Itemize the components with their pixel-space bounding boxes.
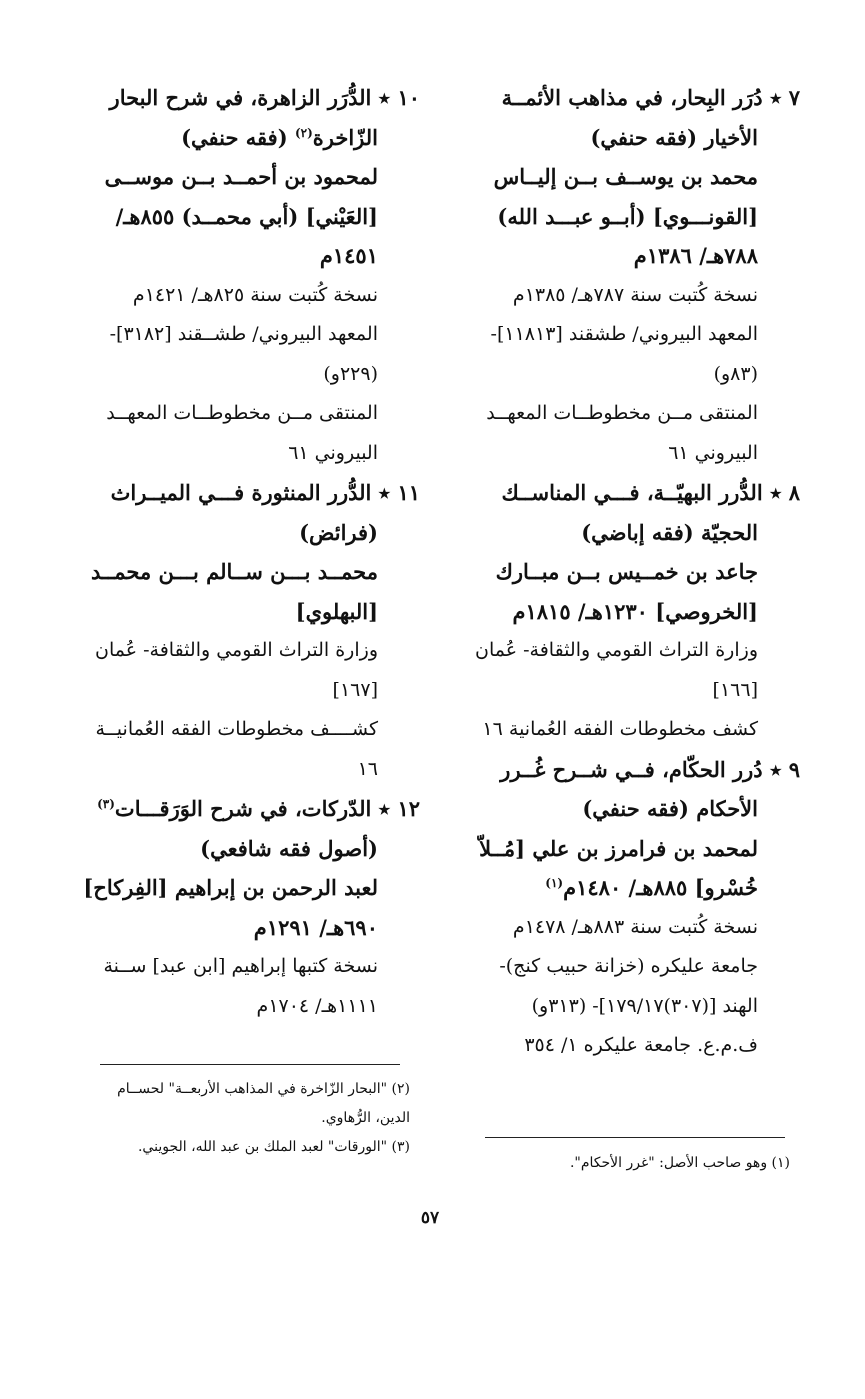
right-column-line	[455, 592, 800, 632]
right-column-line	[455, 750, 800, 790]
line-text: المنتقى مــن مخطوطــات المعهــد	[106, 402, 378, 424]
line-text: ١٦	[357, 757, 378, 780]
left-column-line	[70, 631, 420, 671]
right-column-line	[455, 908, 800, 948]
line-text: البيروني ٦١	[288, 441, 378, 464]
page-number: ٥٧	[420, 1208, 440, 1228]
footnotes-left	[90, 1075, 410, 1162]
line-text: ٧٨٨هـ/ ١٣٨٦م	[633, 243, 758, 268]
right-column-line	[455, 987, 800, 1027]
line-text: ٩ ٭ دُرر الحكّام، فــي شــرح غُــرر	[500, 756, 800, 782]
left-column-line	[70, 829, 420, 869]
line-text: الأخيار (فقه حنفي)	[590, 124, 758, 150]
line-text: ١١١١هـ/ ١٧٠٤م	[256, 994, 378, 1017]
left-column-line	[70, 552, 420, 592]
footnote-marker: (١)	[545, 876, 564, 890]
line-text: جاعد بن خمــيس بــن مبــارك	[495, 559, 758, 584]
right-column-line	[455, 513, 800, 553]
footnote-2-line-1: (٢) "البحار الزّاخرة في المذاهب الأربعــة" لحســام	[117, 1081, 410, 1097]
right-column-line	[455, 868, 800, 908]
footnote-2-line-2: الدين، الرُّهاوي.	[321, 1110, 410, 1126]
line-text: نسخة كتبها إبراهيم [ابن عبد] ســنة	[103, 955, 378, 977]
line-text: نسخة كُتبت سنة ٨٨٣هـ/ ١٤٧٨م	[512, 915, 758, 938]
footnote-rule-right	[485, 1137, 785, 1138]
right-column-line	[455, 1026, 800, 1066]
left-column-line	[70, 197, 420, 237]
left-column-line	[70, 750, 420, 790]
line-text: الأحكام (فقه حنفي)	[582, 796, 758, 821]
right-column-line	[455, 671, 800, 711]
right-column-line	[455, 276, 800, 316]
line-text: لعبد الرحمن بن إبراهيم [الفِركاح]	[83, 875, 378, 900]
footnote-marker: (٢)	[294, 125, 313, 140]
right-column-line	[455, 829, 800, 869]
line-text: كشف مخطوطات الفقه العُمانية ١٦	[482, 718, 758, 740]
right-column-line	[455, 631, 800, 671]
left-column-line	[70, 315, 420, 355]
line-text: وزارة التراث القومي والثقافة- عُمان	[94, 639, 378, 661]
line-text: وزارة التراث القومي والثقافة- عُمان	[474, 639, 758, 661]
right-column	[455, 78, 800, 1066]
line-text: جامعة عليكره (خزانة حبيب كنج)-	[499, 955, 758, 977]
left-column-line	[70, 236, 420, 276]
left-column-line	[70, 118, 420, 158]
line-text: (فرائض)	[299, 519, 378, 545]
left-column-line	[70, 394, 420, 434]
line-text: ٧ ٭ دُرَر البِحار، في مذاهب الأئمــة	[501, 85, 800, 110]
left-column-line	[70, 868, 420, 908]
line-text: الزّاخرة	[312, 124, 378, 150]
left-column-line	[70, 908, 420, 948]
left-column-line	[70, 157, 420, 197]
line-text: لمحمود بن أحمــد بــن موســى	[104, 164, 378, 189]
left-column-line	[70, 592, 420, 632]
right-column-line	[455, 355, 800, 395]
footnote-3: (٣) "الورقات" لعبد الملك بن عبد الله، الجويني.	[137, 1139, 410, 1155]
right-column-line	[455, 78, 800, 118]
line-text: المنتقى مــن مخطوطــات المعهــد	[486, 402, 758, 424]
line-text: محمد بن يوســف بــن إليــاس	[493, 164, 758, 189]
footnote-1: (١) وهو صاحب الأصل: "غرر الأحكام".	[569, 1155, 790, 1171]
left-column-line	[70, 355, 420, 395]
line-text: [القونـــوي] (أبــو عبـــد الله)	[497, 203, 758, 229]
line-text: الهند [(٣٠٧)١٧٩/١٧]- (٣١٣و)	[531, 994, 758, 1017]
right-column-line	[455, 789, 800, 829]
line-text: كشــــف مخطوطات الفقه العُمانيــة	[95, 718, 378, 740]
right-column-line	[455, 394, 800, 434]
footnote-marker: (٣)	[97, 797, 115, 811]
line-text: (٢٢٩و)	[323, 362, 378, 385]
line-text: المعهد البيروني/ طشــقند [٣١٨٢]-	[109, 323, 378, 345]
footnotes-right	[470, 1149, 790, 1178]
line-text: نسخة كُتبت سنة ٧٨٧هـ/ ١٣٨٥م	[512, 283, 758, 306]
line-text: المعهد البيروني/ طشقند [١١٨١٣]-	[490, 323, 758, 345]
line-text: ١٠ ٭ الدُّرَر الزاهرة، في شرح البحار	[109, 85, 420, 110]
line-text: ٦٩٠هـ/ ١٢٩١م	[253, 914, 378, 940]
left-column-line	[70, 513, 420, 553]
line-text: محمــد بـــن ســالم بـــن محمــد	[90, 559, 378, 584]
right-column-line	[455, 197, 800, 237]
right-column-line	[455, 118, 800, 158]
left-column-line	[70, 473, 420, 513]
right-column-line	[455, 710, 800, 750]
line-text: [الخروصي] ١٢٣٠هـ/ ١٨١٥م	[512, 598, 758, 624]
line-text: لمحمد بن فرامرز بن علي [مُــلاّ	[479, 835, 758, 861]
line-tail: (فقه حنفي)	[181, 124, 295, 150]
right-column-line	[455, 947, 800, 987]
left-column-line	[70, 78, 420, 118]
left-column-line	[70, 789, 420, 829]
right-column-line	[455, 552, 800, 592]
left-column-line	[70, 434, 420, 474]
left-column	[70, 78, 420, 1026]
line-text: خُسْرو] ٨٨٥هـ/ ١٤٨٠م	[563, 875, 758, 900]
line-text: (أصول فقه شافعي)	[200, 835, 378, 861]
right-column-line	[455, 236, 800, 276]
left-column-line	[70, 947, 420, 987]
line-text: ١٤٥١م	[319, 243, 378, 268]
line-text: [البهلوي]	[295, 598, 378, 624]
line-text: [١٦٦]	[712, 678, 758, 701]
left-column-line	[70, 671, 420, 711]
right-column-line	[455, 434, 800, 474]
right-column-line	[455, 157, 800, 197]
line-text: نسخة كُتبت سنة ٨٢٥هـ/ ١٤٢١م	[132, 283, 378, 306]
right-column-line	[455, 473, 800, 513]
line-text: ١١ ٭ الدُّرر المنثورة فـــي الميــراث	[110, 480, 420, 505]
line-text: ١٢ ٭ الدّركات، في شرح الوَرَقـــات	[114, 796, 420, 821]
line-text: الحجيّة (فقه إباضي)	[581, 519, 758, 545]
footnote-rule-left	[100, 1064, 400, 1065]
line-text: البيروني ٦١	[668, 441, 758, 464]
line-text: [العَيْني] (أبي محمــد) ٨٥٥هـ/	[115, 203, 378, 229]
line-text: [١٦٧]	[332, 678, 378, 701]
left-column-line	[70, 276, 420, 316]
line-text: ٨ ٭ الدُّرر البهيّــة، فـــي المناســك	[501, 480, 800, 505]
line-text: ف.م.ع. جامعة عليكره ١/ ٣٥٤	[524, 1034, 758, 1056]
left-column-line	[70, 987, 420, 1027]
left-column-line	[70, 710, 420, 750]
right-column-line	[455, 315, 800, 355]
line-text: (٨٣و)	[713, 362, 758, 385]
